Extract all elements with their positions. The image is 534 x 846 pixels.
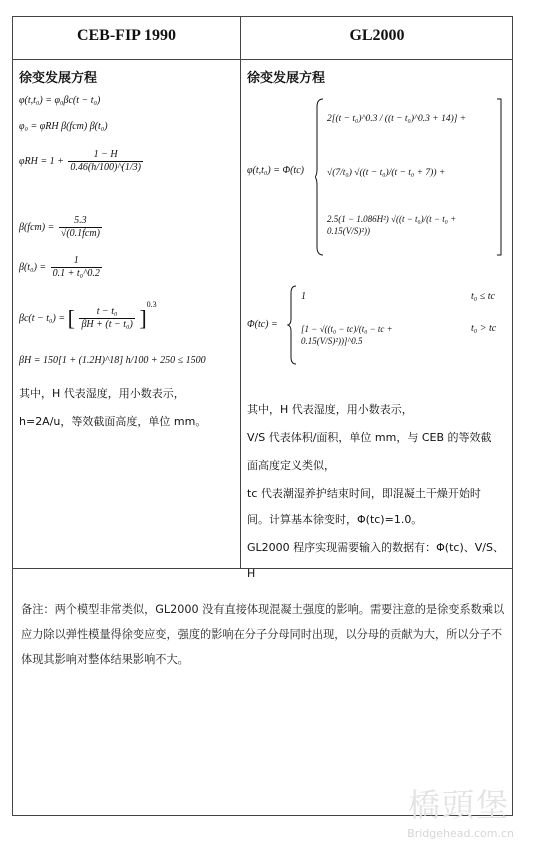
left-desc-1: 其中，H 代表湿度，用小数表示， (19, 387, 185, 400)
left-bracket: [ (67, 305, 75, 331)
beta-fcm-fraction (59, 215, 102, 240)
beta-t0-numerator: 1 (51, 255, 102, 268)
beta-t0-denominator: 0.1 + t₀^0.2 (52, 268, 100, 279)
watermark-url: Bridgehead.com.cn (407, 827, 514, 840)
formula-phiRH (19, 149, 145, 174)
right-desc-6: GL2000 程序实现需要输入的数据有：Φ(tc)、V/S、 (247, 541, 504, 554)
note-text: 备注：两个模型非常类似，GL2000 没有直接体现混凝土强度的影响。需要注意的是徐变系数乘以应力除以弹性模量得徐变应变，强度的影响在分子分母同时出现，以分母的贡献为大，所以分子不体现其影响对整体结果影响不大。 (21, 603, 505, 666)
beta-fcm-lhs: β(fcm) = (19, 221, 55, 233)
formula-betaH: βH = 150[1 + (1.2H)^18] h/100 + 250 ≤ 1500 (19, 355, 206, 366)
column-divider (240, 17, 241, 568)
right-desc-3: 面高度定义类似， (247, 459, 335, 472)
beta-t0-lhs: β(t₀) = (19, 261, 47, 273)
betac-lhs: βc(t − t₀) = (19, 313, 66, 324)
formula-phi: φ(t,t₀) = φ₀βc(t − t₀) (19, 95, 101, 106)
formula-betac (19, 299, 157, 331)
formula-phi0: φ₀ = φRH β(fcm) β(t₀) (19, 121, 108, 132)
phiRH-lhs: φRH = 1 + (19, 155, 64, 167)
right-desc-1: 其中，H 代表湿度，用小数表示， (247, 403, 413, 416)
gl-phi-lhs: φ(t,t₀) = Φ(tc) (247, 165, 304, 176)
formula-beta-t0 (19, 255, 104, 280)
gl-case-1-cond: t₀ ≤ tc (471, 291, 495, 302)
gl-case-1: 1 (301, 291, 306, 302)
phiRH-fraction (68, 149, 143, 174)
right-desc-2: V/S 代表体积/面积，单位 mm，与 CEB 的等效截 (247, 431, 492, 444)
watermark-logo: 橋頭堡 (407, 786, 510, 824)
gl-case-brace (287, 285, 297, 365)
betac-numerator: t − t₀ (79, 306, 134, 319)
left-desc-2: h=2A/u，等效截面高度，单位 mm。 (19, 415, 207, 428)
right-desc-5: 间。计算基本徐变时，Φ(tc)=1.0。 (247, 513, 423, 526)
betac-denominator: βH + (t − t₀) (81, 319, 133, 331)
formula-beta-fcm (19, 215, 104, 240)
beta-fcm-numerator: 5.3 (59, 215, 102, 228)
betac-fraction (79, 306, 134, 331)
gl-term-2: √(7/t₀) √((t − t₀)/(t − t₀ + 7)) + (327, 168, 446, 178)
phiRH-numerator: 1 − H (68, 149, 143, 162)
right-desc-4: tc 代表潮湿养护结束时间，即混凝土干燥开始时 (247, 487, 481, 500)
gl-term-3: 2.5(1 − 1.086H²) √((t − t₀)/(t − t₀ + 0.15(V/S)²)) (327, 214, 457, 236)
right-section-title: 徐变发展方程 (247, 71, 326, 86)
right-bracket: ] (139, 305, 147, 331)
header-ceb: CEB-FIP 1990 (76, 27, 177, 44)
comparison-table (12, 16, 513, 816)
gl-case-2: [1 − √((t₀ − tc)/(t₀ − tc + 0.15(V/S)²))]^0.5 (301, 324, 393, 346)
right-desc-7: H (247, 567, 256, 580)
gl-case-2-cond: t₀ > tc (471, 323, 497, 334)
note-divider (13, 568, 512, 569)
beta-fcm-denominator: √(0.1fcm) (60, 228, 100, 239)
gl-Phi-lhs: Φ(tc) = (247, 319, 278, 330)
gl-term-1: 2[(t − t₀)^0.3 / ((t − t₀)^0.3 + 14)] + (327, 114, 467, 124)
left-section-title: 徐变发展方程 (19, 71, 98, 86)
header-gl2000: GL2000 (349, 27, 405, 44)
header-divider (13, 59, 512, 60)
beta-t0-fraction (51, 255, 102, 280)
betac-exponent: 0.3 (146, 300, 157, 309)
phiRH-denominator: 0.46(h/100)^(1/3) (70, 162, 141, 173)
